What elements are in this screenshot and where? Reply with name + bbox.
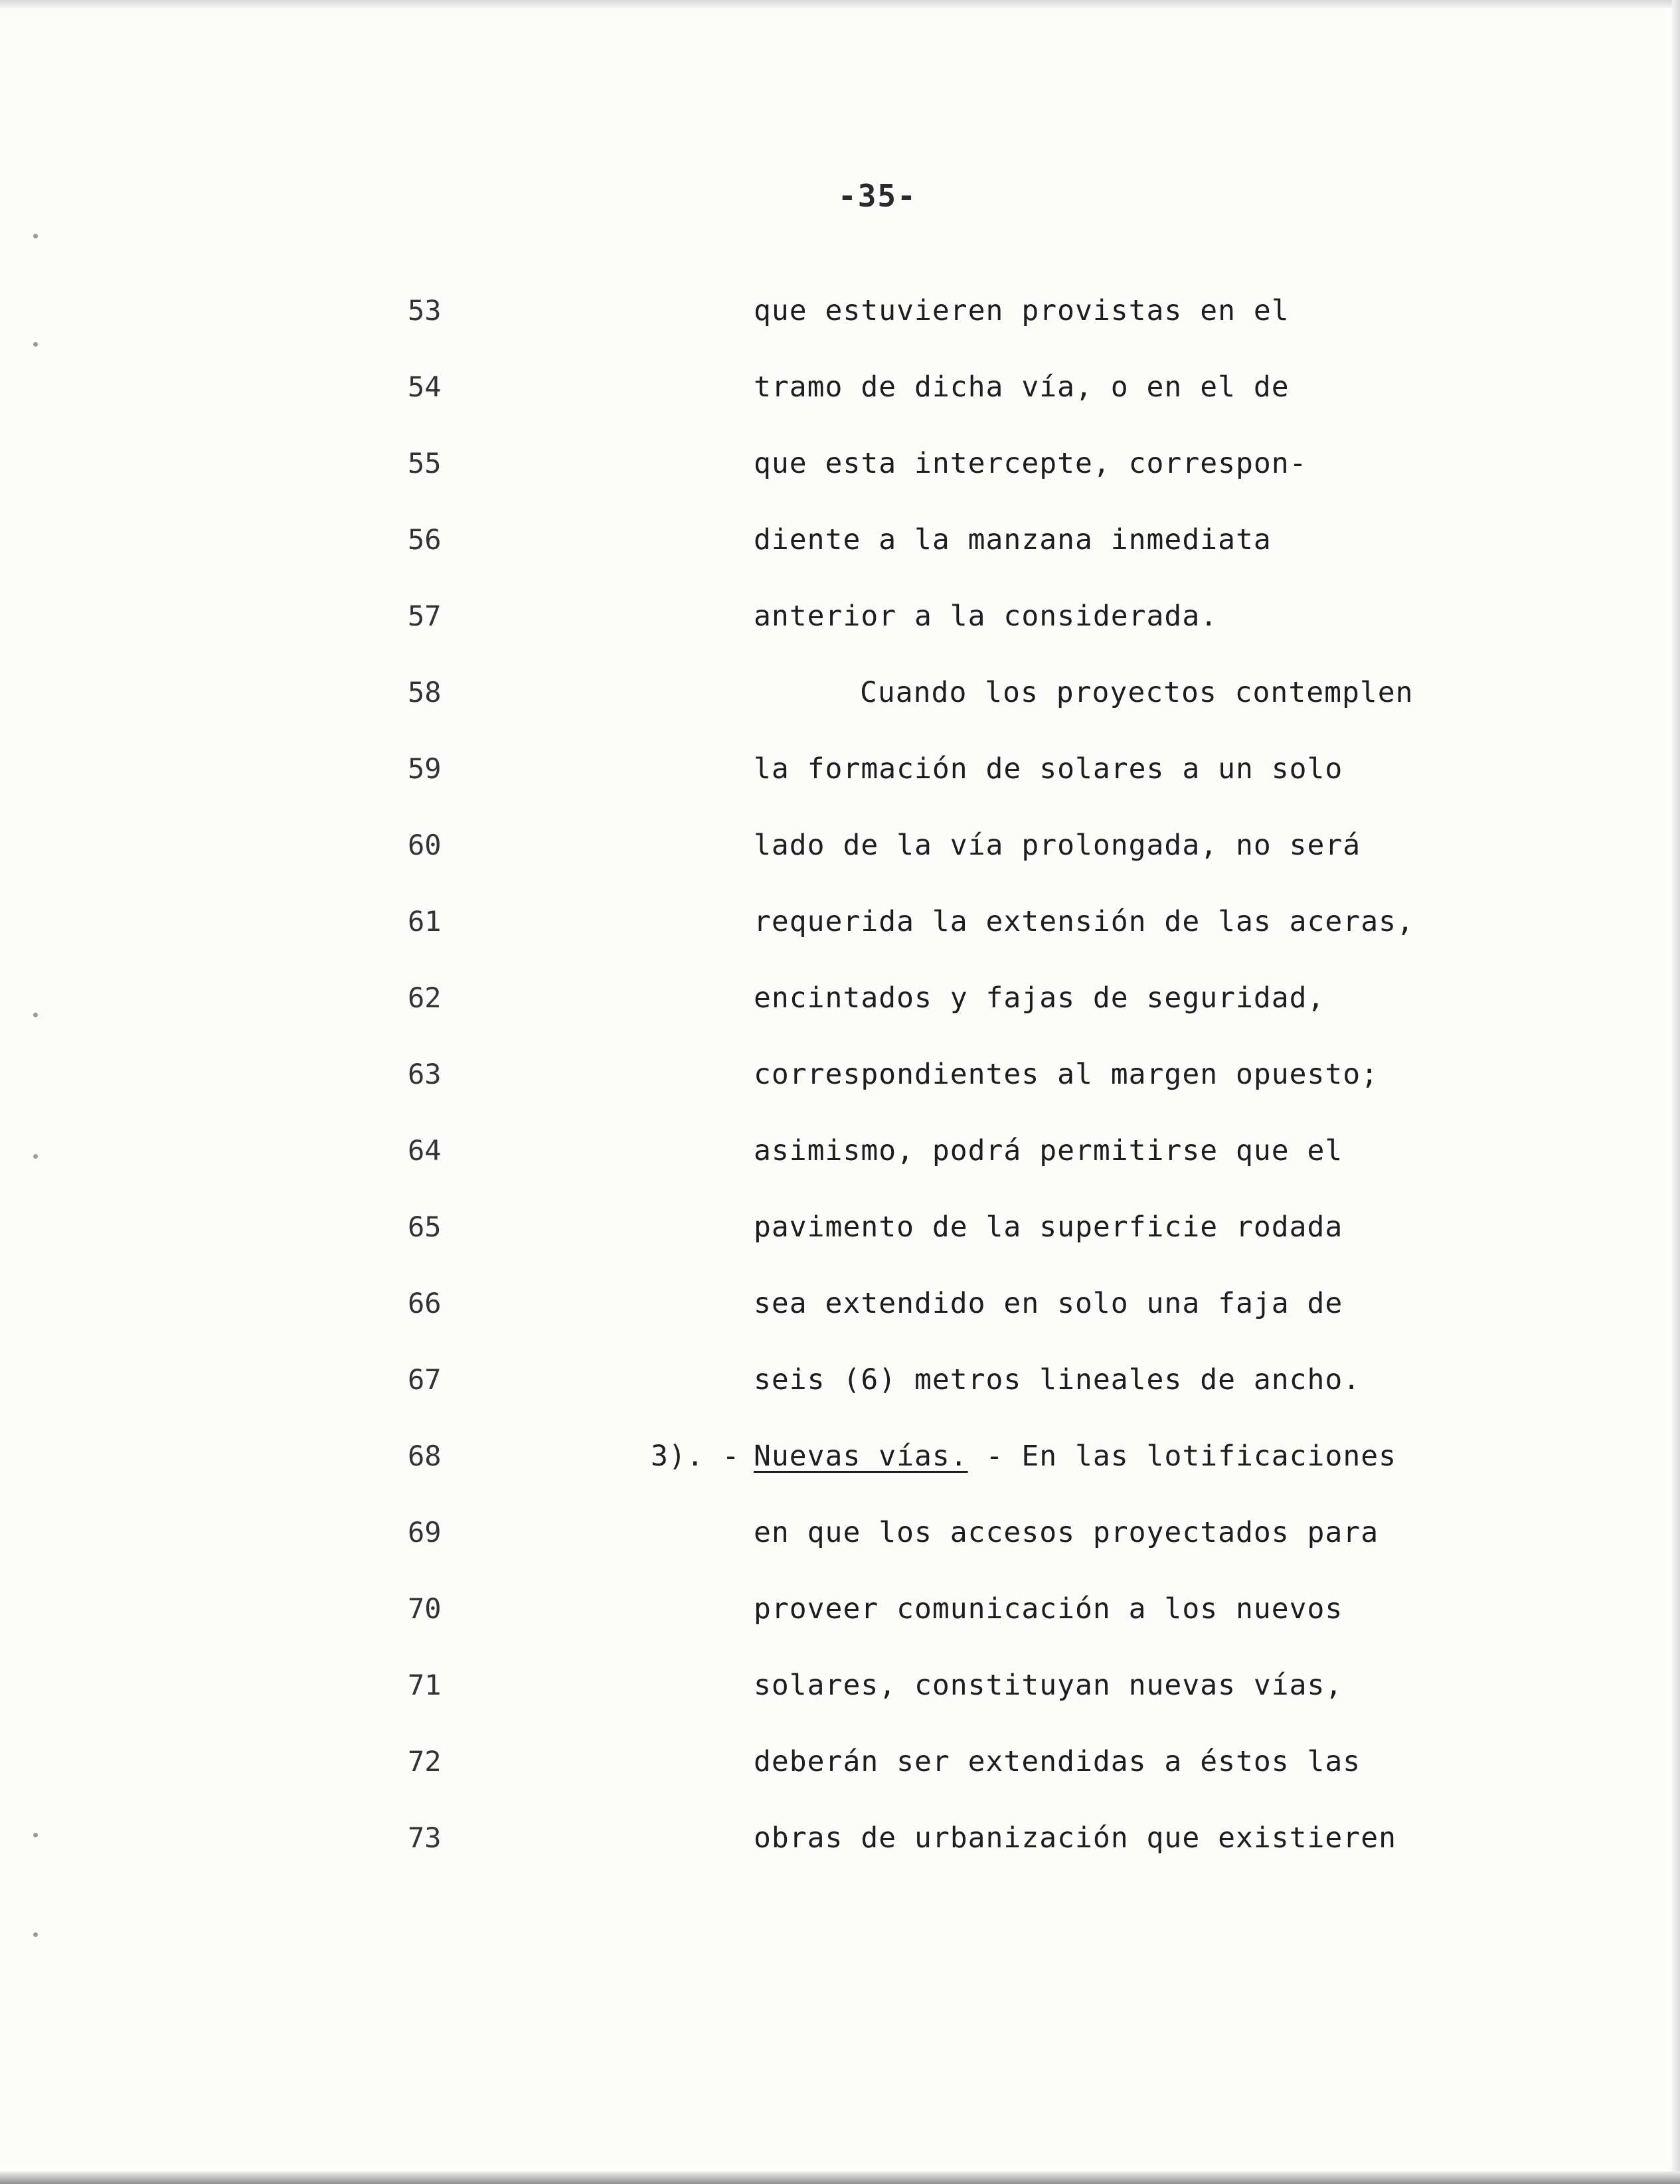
line-number: 70 [408,1592,442,1625]
section-number: 3). - [651,1440,740,1473]
text-line [0,905,1680,958]
line-text: tramo de dicha vía, o en el de [754,371,1290,404]
punch-hole-mark [33,234,38,238]
line-number: 61 [408,905,442,938]
text-line [0,1058,1680,1111]
text-line [0,829,1680,882]
line-text-with-heading [754,1440,1396,1473]
text-line [0,1592,1680,1645]
line-text: En las lotificaciones [1021,1440,1396,1473]
text-line [0,1745,1680,1798]
heading-dash: - [967,1440,1022,1473]
line-number: 67 [408,1363,442,1396]
text-line [0,1287,1680,1340]
line-number: 62 [408,981,442,1014]
line-text: solares, constituyan nuevas vías, [754,1669,1343,1702]
page-top-edge [0,0,1680,8]
line-text: anterior a la considerada. [754,600,1218,633]
line-text: asimismo, podrá permitirse que el [754,1134,1343,1167]
line-number: 53 [408,294,442,327]
line-number: 71 [408,1669,442,1701]
text-line [0,1211,1680,1264]
line-text: en que los accesos proyectados para [754,1516,1379,1549]
line-text: requerida la extensión de las aceras, [754,905,1414,938]
line-text: proveer comunicación a los nuevos [754,1592,1343,1626]
section-heading: Nuevas vías. [754,1440,968,1473]
text-line [0,981,1680,1035]
text-line [0,752,1680,805]
line-number: 72 [408,1745,442,1778]
line-number: 56 [408,523,442,556]
line-number: 57 [408,600,442,632]
line-text: obras de urbanización que existieren [754,1821,1396,1855]
text-line [0,1363,1680,1416]
line-number: 73 [408,1821,442,1854]
line-text: la formación de solares a un solo [754,752,1343,786]
line-number: 68 [408,1440,442,1472]
line-text: sea extendido en solo una faja de [754,1287,1343,1320]
line-text: diente a la manzana inmediata [754,523,1272,556]
text-line [0,1134,1680,1187]
line-number: 59 [408,752,442,785]
line-text: que esta intercepte, correspon- [754,447,1307,480]
text-line [0,600,1680,653]
line-number: 69 [408,1516,442,1549]
line-number: 66 [408,1287,442,1319]
line-text: deberán ser extendidas a éstos las [754,1745,1361,1778]
line-number: 65 [408,1211,442,1243]
line-number: 63 [408,1058,442,1090]
text-line [0,1669,1680,1722]
page-bottom-edge [0,2171,1680,2184]
text-line [0,1440,1680,1493]
line-number: 54 [408,371,442,403]
text-line [0,1516,1680,1569]
text-line [0,523,1680,576]
line-number: 58 [408,676,442,709]
line-text: lado de la vía prolongada, no será [754,829,1361,862]
text-line [0,294,1680,347]
page-number: -35- [838,178,917,214]
line-number: 60 [408,829,442,861]
line-text: seis (6) metros lineales de ancho. [754,1363,1361,1396]
text-line [0,676,1680,729]
text-line [0,371,1680,424]
line-text: encintados y fajas de seguridad, [754,981,1325,1015]
line-text: correspondientes al margen opuesto; [754,1058,1379,1091]
text-line [0,447,1680,500]
line-number: 55 [408,447,442,479]
text-line [0,1821,1680,1875]
line-text: pavimento de la superficie rodada [754,1211,1343,1244]
line-number: 64 [408,1134,442,1167]
punch-hole-mark [33,1932,38,1937]
line-text: que estuvieren provistas en el [754,294,1290,327]
line-text: Cuando los proyectos contemplen [860,676,1414,709]
